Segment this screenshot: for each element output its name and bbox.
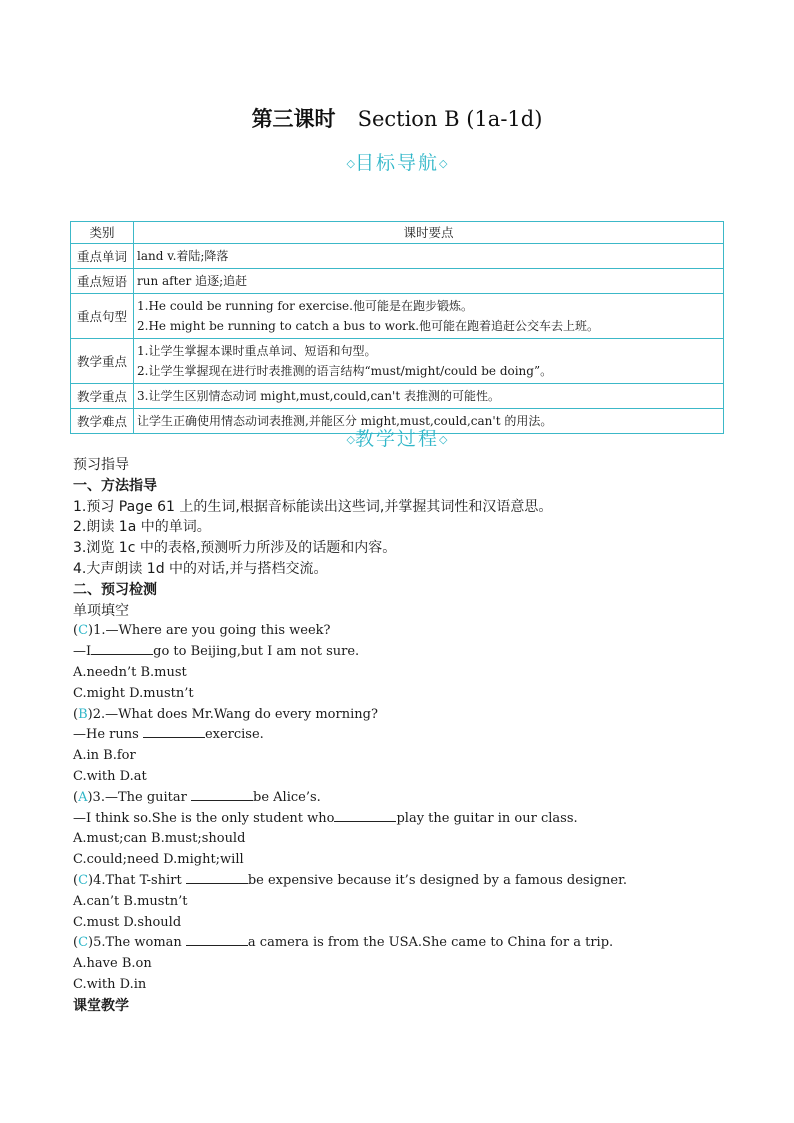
content-line: 1.让学生掌握本课时重点单词、短语和句型。	[137, 344, 377, 358]
row-content	[134, 339, 724, 384]
question-options: A.can’t B.mustn’t	[73, 893, 188, 909]
answer-key: C	[78, 935, 89, 951]
lesson-title	[0, 103, 794, 133]
row-category: 教学难点	[71, 409, 134, 434]
question-options: C.might D.mustn’t	[73, 685, 194, 701]
question-options: C.could;need D.might;will	[73, 852, 244, 868]
header-points: 课时要点	[134, 222, 724, 244]
exercise-type: 单项填空	[73, 602, 129, 619]
answer-key: B	[78, 706, 88, 722]
table-header-row	[71, 222, 724, 244]
lesson-title-english: Section B (1a-1d)	[357, 107, 543, 131]
question-line: —I go to Beijing,but I am not sure.	[73, 644, 360, 660]
content-line: land v.着陆;降落	[137, 249, 229, 263]
key-points-table	[70, 221, 724, 434]
question-options: C.with D.at	[73, 768, 147, 784]
row-category: 重点短语	[71, 269, 134, 294]
question-options: A.needn’t B.must	[73, 664, 187, 680]
row-content	[134, 294, 724, 339]
preview-section	[73, 455, 733, 1017]
goals-banner	[0, 148, 794, 175]
question-options: A.must;can B.must;should	[73, 831, 246, 847]
method-item: 1.预习 Page 61 上的生词,根据音标能读出这些词,并掌握其词性和汉语意思。	[73, 498, 553, 515]
diamond-icon: ◇	[346, 433, 355, 446]
method-item: 3.浏览 1c 中的表格,预测听力所涉及的话题和内容。	[73, 540, 397, 557]
table-row	[71, 384, 724, 409]
question-stem: (C)5.The woman a camera is from the USA.She came to China for a trip.	[73, 935, 614, 951]
question-stem: (A)3.—The guitar be Alice’s.	[73, 789, 321, 805]
process-banner	[0, 424, 794, 451]
preview-heading: 预习指导	[73, 457, 129, 473]
row-category: 重点句型	[71, 294, 134, 339]
answer-blank	[334, 809, 396, 822]
answer-blank	[91, 642, 153, 655]
row-category: 教学重点	[71, 339, 134, 384]
goals-banner-label: 目标导航	[354, 152, 439, 174]
question-options: C.must D.should	[73, 914, 182, 930]
row-content	[134, 244, 724, 269]
question-stem: (C)4.That T-shirt be expensive because it’s designed by a famous designer.	[73, 872, 628, 888]
class-heading: 课堂教学	[73, 997, 129, 1014]
table-row	[71, 294, 724, 339]
question-line: —He runs exercise.	[73, 727, 264, 743]
diamond-icon: ◇	[346, 157, 355, 170]
answer-blank	[191, 788, 253, 801]
question-line: —I think so.She is the only student who play the guitar in our class.	[73, 810, 578, 826]
question-options: C.with D.in	[73, 976, 147, 992]
question-stem: (C)1.—Where are you going this week?	[73, 623, 331, 639]
question-options: A.in B.for	[73, 748, 136, 764]
method-item: 2.朗读 1a 中的单词。	[73, 519, 211, 536]
answer-blank	[186, 933, 248, 946]
answer-key: A	[78, 789, 88, 805]
table-row	[71, 339, 724, 384]
method-heading: 一、方法指导	[73, 477, 157, 494]
row-category: 重点单词	[71, 244, 134, 269]
diamond-icon: ◇	[439, 433, 448, 446]
table-row	[71, 269, 724, 294]
header-category: 类别	[71, 222, 134, 244]
process-banner-label: 教学过程	[354, 428, 439, 450]
answer-blank	[143, 725, 205, 738]
lesson-title-chinese: 第三课时	[251, 107, 336, 131]
content-line: 2.让学生掌握现在进行时表推测的语言结构“must/might/could be doing”。	[137, 364, 553, 378]
check-heading: 二、预习检测	[73, 581, 157, 598]
content-line: 2.He might be running to catch a bus to work.他可能在跑着追赶公交车去上班。	[137, 319, 600, 333]
row-content	[134, 269, 724, 294]
content-line: 让学生正确使用情态动词表推测,并能区分 might,must,could,can't 的用法。	[137, 414, 553, 428]
content-line: 3.让学生区别情态动词 might,must,could,can't 表推测的可能性。	[137, 389, 500, 403]
question-options: A.have B.on	[73, 956, 152, 972]
diamond-icon: ◇	[439, 157, 448, 170]
answer-key: C	[78, 623, 89, 639]
table-row	[71, 244, 724, 269]
content-line: 1.He could be running for exercise.他可能是在跑步锻炼。	[137, 299, 473, 313]
content-line: run after 追逐;追赶	[137, 274, 248, 288]
question-stem: (B)2.—What does Mr.Wang do every morning?	[73, 706, 378, 722]
answer-key: C	[78, 872, 89, 888]
method-item: 4.大声朗读 1d 中的对话,并与搭档交流。	[73, 560, 328, 577]
row-content	[134, 384, 724, 409]
row-category: 教学重点	[71, 384, 134, 409]
answer-blank	[186, 871, 248, 884]
